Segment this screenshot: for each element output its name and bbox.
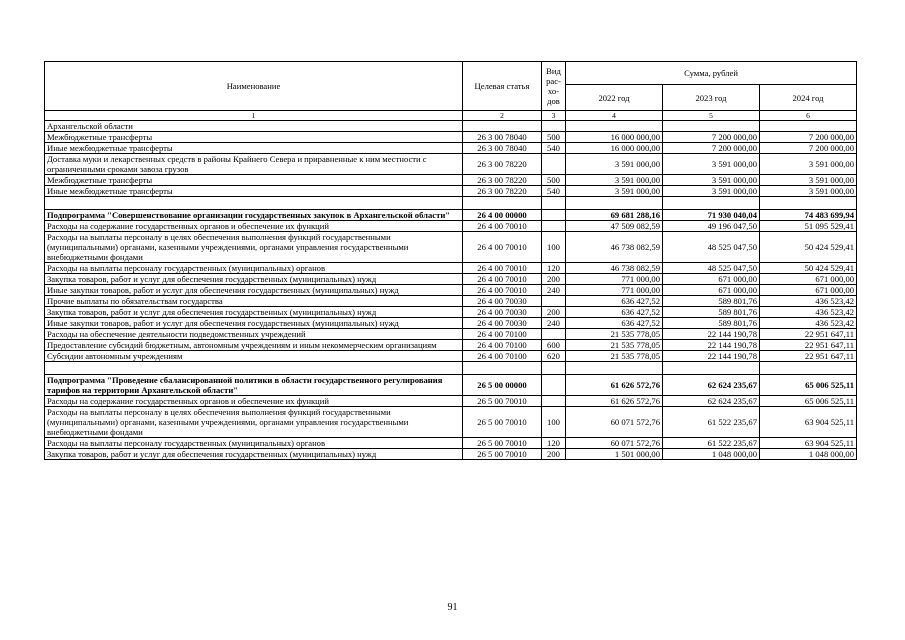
cell-target-code — [463, 121, 542, 132]
column-number: 1 — [45, 111, 463, 121]
cell-target-code — [463, 362, 542, 375]
cell-expense-kind: 540 — [542, 143, 566, 154]
table-row — [45, 274, 857, 285]
cell-sum-2023: 22 144 190,78 — [663, 351, 760, 362]
table-row — [45, 318, 857, 329]
cell-sum-2022: 3 591 000,00 — [566, 186, 663, 197]
cell-sum-2022 — [566, 197, 663, 210]
table-row — [45, 285, 857, 296]
cell-sum-2024: 7 200 000,00 — [760, 132, 857, 143]
cell-target-code: 26 4 00 70100 — [463, 351, 542, 362]
table-row — [45, 197, 857, 210]
cell-name: Доставка муки и лекарственных средств в районы Крайнего Севера и приравненные к ним местности с ограниченными сроками завоза грузов — [45, 154, 463, 175]
cell-sum-2023: 71 930 040,04 — [663, 210, 760, 221]
cell-sum-2022: 60 071 572,76 — [566, 438, 663, 449]
cell-sum-2022: 16 000 000,00 — [566, 132, 663, 143]
cell-target-code: 26 3 00 78220 — [463, 175, 542, 186]
cell-name: Межбюджетные трансферты — [45, 132, 463, 143]
cell-sum-2022 — [566, 121, 663, 132]
cell-sum-2024: 671 000,00 — [760, 274, 857, 285]
cell-name: Расходы на выплаты персоналу государственных (муниципальных) органов — [45, 438, 463, 449]
header-2024: 2024 год — [760, 85, 857, 111]
table-row — [45, 143, 857, 154]
table-row — [45, 296, 857, 307]
table-row — [45, 449, 857, 460]
cell-sum-2022: 47 509 082,59 — [566, 221, 663, 232]
cell-sum-2022: 1 501 000,00 — [566, 449, 663, 460]
cell-sum-2022: 636 427,52 — [566, 318, 663, 329]
cell-expense-kind: 620 — [542, 351, 566, 362]
cell-target-code: 26 4 00 70010 — [463, 221, 542, 232]
cell-sum-2023 — [663, 362, 760, 375]
cell-sum-2024: 3 591 000,00 — [760, 175, 857, 186]
cell-sum-2024 — [760, 362, 857, 375]
cell-sum-2022: 21 535 778,05 — [566, 351, 663, 362]
cell-expense-kind — [542, 396, 566, 407]
cell-name: Иные закупки товаров, работ и услуг для обеспечения государственных (муниципальных) нужд — [45, 285, 463, 296]
cell-expense-kind: 240 — [542, 285, 566, 296]
table-row — [45, 132, 857, 143]
cell-target-code: 26 5 00 70010 — [463, 449, 542, 460]
cell-sum-2023: 589 801,76 — [663, 318, 760, 329]
table-row — [45, 307, 857, 318]
cell-sum-2024: 436 523,42 — [760, 296, 857, 307]
column-number: 4 — [566, 111, 663, 121]
cell-sum-2024: 436 523,42 — [760, 307, 857, 318]
cell-sum-2024: 50 424 529,41 — [760, 263, 857, 274]
cell-sum-2022: 46 738 082,59 — [566, 263, 663, 274]
cell-sum-2023: 671 000,00 — [663, 274, 760, 285]
cell-expense-kind: 240 — [542, 318, 566, 329]
cell-sum-2023: 7 200 000,00 — [663, 143, 760, 154]
cell-name: Расходы на выплаты персоналу в целях обеспечения выполнения функций государственными (муниципальными) органами, казенными учреждениями, органами управления государственными внебюджетными фондами — [45, 232, 463, 263]
cell-expense-kind: 120 — [542, 263, 566, 274]
cell-sum-2022: 61 626 572,76 — [566, 396, 663, 407]
cell-target-code: 26 4 00 70100 — [463, 340, 542, 351]
table-header — [45, 62, 857, 121]
cell-sum-2022: 771 000,00 — [566, 274, 663, 285]
table-row — [45, 221, 857, 232]
header-sum: Сумма, рублей — [566, 62, 857, 85]
cell-sum-2023: 1 048 000,00 — [663, 449, 760, 460]
cell-expense-kind — [542, 197, 566, 210]
cell-expense-kind: 100 — [542, 407, 566, 438]
cell-sum-2024: 65 006 525,11 — [760, 375, 857, 396]
table-body — [45, 121, 857, 460]
table-row — [45, 340, 857, 351]
cell-name: Иные закупки товаров, работ и услуг для обеспечения государственных (муниципальных) нужд — [45, 318, 463, 329]
cell-sum-2023 — [663, 121, 760, 132]
cell-name: Расходы на выплаты персоналу государственных (муниципальных) органов — [45, 263, 463, 274]
cell-target-code: 26 4 00 70030 — [463, 307, 542, 318]
cell-sum-2023: 3 591 000,00 — [663, 154, 760, 175]
cell-target-code: 26 4 00 70010 — [463, 285, 542, 296]
cell-target-code: 26 3 00 78040 — [463, 132, 542, 143]
cell-expense-kind: 600 — [542, 340, 566, 351]
cell-sum-2023: 61 522 235,67 — [663, 438, 760, 449]
cell-sum-2022: 69 681 288,16 — [566, 210, 663, 221]
header-2022: 2022 год — [566, 85, 663, 111]
cell-expense-kind — [542, 296, 566, 307]
cell-expense-kind — [542, 210, 566, 221]
cell-target-code: 26 5 00 70010 — [463, 438, 542, 449]
cell-name: Расходы на обеспечение деятельности подведомственных учреждений — [45, 329, 463, 340]
cell-sum-2024: 3 591 000,00 — [760, 154, 857, 175]
cell-sum-2024: 50 424 529,41 — [760, 232, 857, 263]
cell-expense-kind: 200 — [542, 274, 566, 285]
column-number: 6 — [760, 111, 857, 121]
table-row — [45, 186, 857, 197]
page-number: 91 — [447, 602, 458, 613]
cell-sum-2022: 636 427,52 — [566, 307, 663, 318]
cell-name: Субсидии автономным учреждениям — [45, 351, 463, 362]
cell-name: Иные межбюджетные трансферты — [45, 143, 463, 154]
cell-name: Расходы на выплаты персоналу в целях обеспечения выполнения функций государственными (муниципальными) органами, казенными учреждениями, органами управления государственными внебюджетными фондами — [45, 407, 463, 438]
header-target: Целевая статья — [463, 62, 542, 111]
cell-sum-2024: 22 951 647,11 — [760, 340, 857, 351]
header-name: Наименование — [45, 62, 463, 111]
cell-sum-2022: 21 535 778,05 — [566, 340, 663, 351]
cell-sum-2024: 671 000,00 — [760, 285, 857, 296]
table-row — [45, 396, 857, 407]
cell-sum-2022 — [566, 362, 663, 375]
cell-name: Архангельской области — [45, 121, 463, 132]
cell-sum-2023: 3 591 000,00 — [663, 175, 760, 186]
cell-sum-2022: 61 626 572,76 — [566, 375, 663, 396]
table-row — [45, 438, 857, 449]
cell-expense-kind — [542, 329, 566, 340]
cell-expense-kind — [542, 221, 566, 232]
cell-sum-2023: 671 000,00 — [663, 285, 760, 296]
cell-target-code — [463, 197, 542, 210]
table-row — [45, 329, 857, 340]
cell-sum-2023: 61 522 235,67 — [663, 407, 760, 438]
cell-target-code: 26 5 00 70010 — [463, 396, 542, 407]
cell-sum-2022: 60 071 572,76 — [566, 407, 663, 438]
cell-expense-kind: 540 — [542, 186, 566, 197]
cell-sum-2023: 3 591 000,00 — [663, 186, 760, 197]
table-row — [45, 210, 857, 221]
table-row — [45, 362, 857, 375]
cell-sum-2023: 22 144 190,78 — [663, 340, 760, 351]
cell-sum-2024 — [760, 197, 857, 210]
cell-name: Закупка товаров, работ и услуг для обеспечения государственных (муниципальных) нужд — [45, 307, 463, 318]
cell-name: Прочие выплаты по обязательствам государства — [45, 296, 463, 307]
cell-sum-2022: 21 535 778,05 — [566, 329, 663, 340]
cell-sum-2024: 65 006 525,11 — [760, 396, 857, 407]
cell-name: Подпрограмма "Проведение сбалансированной политики в области государственного регулирования тарифов на территории Архангельской области" — [45, 375, 463, 396]
cell-expense-kind: 100 — [542, 232, 566, 263]
cell-target-code: 26 4 00 70010 — [463, 274, 542, 285]
table-row — [45, 407, 857, 438]
cell-name: Иные межбюджетные трансферты — [45, 186, 463, 197]
cell-name: Расходы на содержание государственных органов и обеспечение их функций — [45, 396, 463, 407]
cell-expense-kind — [542, 375, 566, 396]
cell-sum-2023: 589 801,76 — [663, 296, 760, 307]
cell-sum-2024: 63 904 525,11 — [760, 438, 857, 449]
cell-target-code: 26 4 00 00000 — [463, 210, 542, 221]
cell-target-code: 26 4 00 70100 — [463, 329, 542, 340]
cell-sum-2024: 3 591 000,00 — [760, 186, 857, 197]
cell-sum-2022: 771 000,00 — [566, 285, 663, 296]
cell-sum-2022: 16 000 000,00 — [566, 143, 663, 154]
cell-sum-2024: 22 951 647,11 — [760, 351, 857, 362]
column-numbers-row — [45, 111, 857, 121]
cell-sum-2024 — [760, 121, 857, 132]
cell-name: Закупка товаров, работ и услуг для обеспечения государственных (муниципальных) нужд — [45, 274, 463, 285]
cell-sum-2022: 3 591 000,00 — [566, 154, 663, 175]
cell-sum-2024: 7 200 000,00 — [760, 143, 857, 154]
cell-sum-2024: 74 483 699,94 — [760, 210, 857, 221]
cell-expense-kind — [542, 121, 566, 132]
cell-target-code: 26 4 00 70030 — [463, 318, 542, 329]
cell-expense-kind: 120 — [542, 438, 566, 449]
cell-sum-2022: 46 738 082,59 — [566, 232, 663, 263]
cell-sum-2022: 636 427,52 — [566, 296, 663, 307]
cell-sum-2024: 51 095 529,41 — [760, 221, 857, 232]
column-number: 2 — [463, 111, 542, 121]
cell-target-code: 26 5 00 00000 — [463, 375, 542, 396]
cell-name: Предоставление субсидий бюджетным, автономным учреждениям и иным некоммерческим организациям — [45, 340, 463, 351]
cell-sum-2023: 22 144 190,78 — [663, 329, 760, 340]
cell-name: Закупка товаров, работ и услуг для обеспечения государственных (муниципальных) нужд — [45, 449, 463, 460]
cell-expense-kind: 200 — [542, 307, 566, 318]
column-number: 5 — [663, 111, 760, 121]
cell-name: Подпрограмма "Совершенствование организации государственных закупок в Архангельской области" — [45, 210, 463, 221]
cell-sum-2023 — [663, 197, 760, 210]
cell-target-code: 26 3 00 78220 — [463, 154, 542, 175]
cell-sum-2023: 62 624 235,67 — [663, 396, 760, 407]
cell-name: Межбюджетные трансферты — [45, 175, 463, 186]
cell-name — [45, 197, 463, 210]
header-kind: Вид рас-хо-дов — [542, 62, 566, 111]
cell-sum-2024: 436 523,42 — [760, 318, 857, 329]
cell-sum-2024: 22 951 647,11 — [760, 329, 857, 340]
cell-sum-2023: 62 624 235,67 — [663, 375, 760, 396]
cell-expense-kind: 200 — [542, 449, 566, 460]
budget-table — [44, 61, 857, 460]
cell-sum-2023: 7 200 000,00 — [663, 132, 760, 143]
cell-sum-2023: 48 525 047,50 — [663, 263, 760, 274]
cell-target-code: 26 3 00 78220 — [463, 186, 542, 197]
cell-sum-2022: 3 591 000,00 — [566, 175, 663, 186]
cell-expense-kind — [542, 154, 566, 175]
cell-name: Расходы на содержание государственных органов и обеспечение их функций — [45, 221, 463, 232]
cell-expense-kind: 500 — [542, 175, 566, 186]
cell-target-code: 26 3 00 78040 — [463, 143, 542, 154]
cell-target-code: 26 4 00 70030 — [463, 296, 542, 307]
cell-expense-kind: 500 — [542, 132, 566, 143]
table-row — [45, 263, 857, 274]
table-row — [45, 121, 857, 132]
cell-sum-2024: 63 904 525,11 — [760, 407, 857, 438]
cell-sum-2023: 589 801,76 — [663, 307, 760, 318]
header-2023: 2023 год — [663, 85, 760, 111]
cell-sum-2024: 1 048 000,00 — [760, 449, 857, 460]
table-row — [45, 175, 857, 186]
table-row — [45, 375, 857, 396]
cell-target-code: 26 4 00 70010 — [463, 232, 542, 263]
cell-sum-2023: 48 525 047,50 — [663, 232, 760, 263]
cell-target-code: 26 5 00 70010 — [463, 407, 542, 438]
column-number: 3 — [542, 111, 566, 121]
table-row — [45, 154, 857, 175]
table-row — [45, 232, 857, 263]
cell-name — [45, 362, 463, 375]
cell-sum-2023: 49 196 047,50 — [663, 221, 760, 232]
cell-target-code: 26 4 00 70010 — [463, 263, 542, 274]
cell-expense-kind — [542, 362, 566, 375]
table-row — [45, 351, 857, 362]
